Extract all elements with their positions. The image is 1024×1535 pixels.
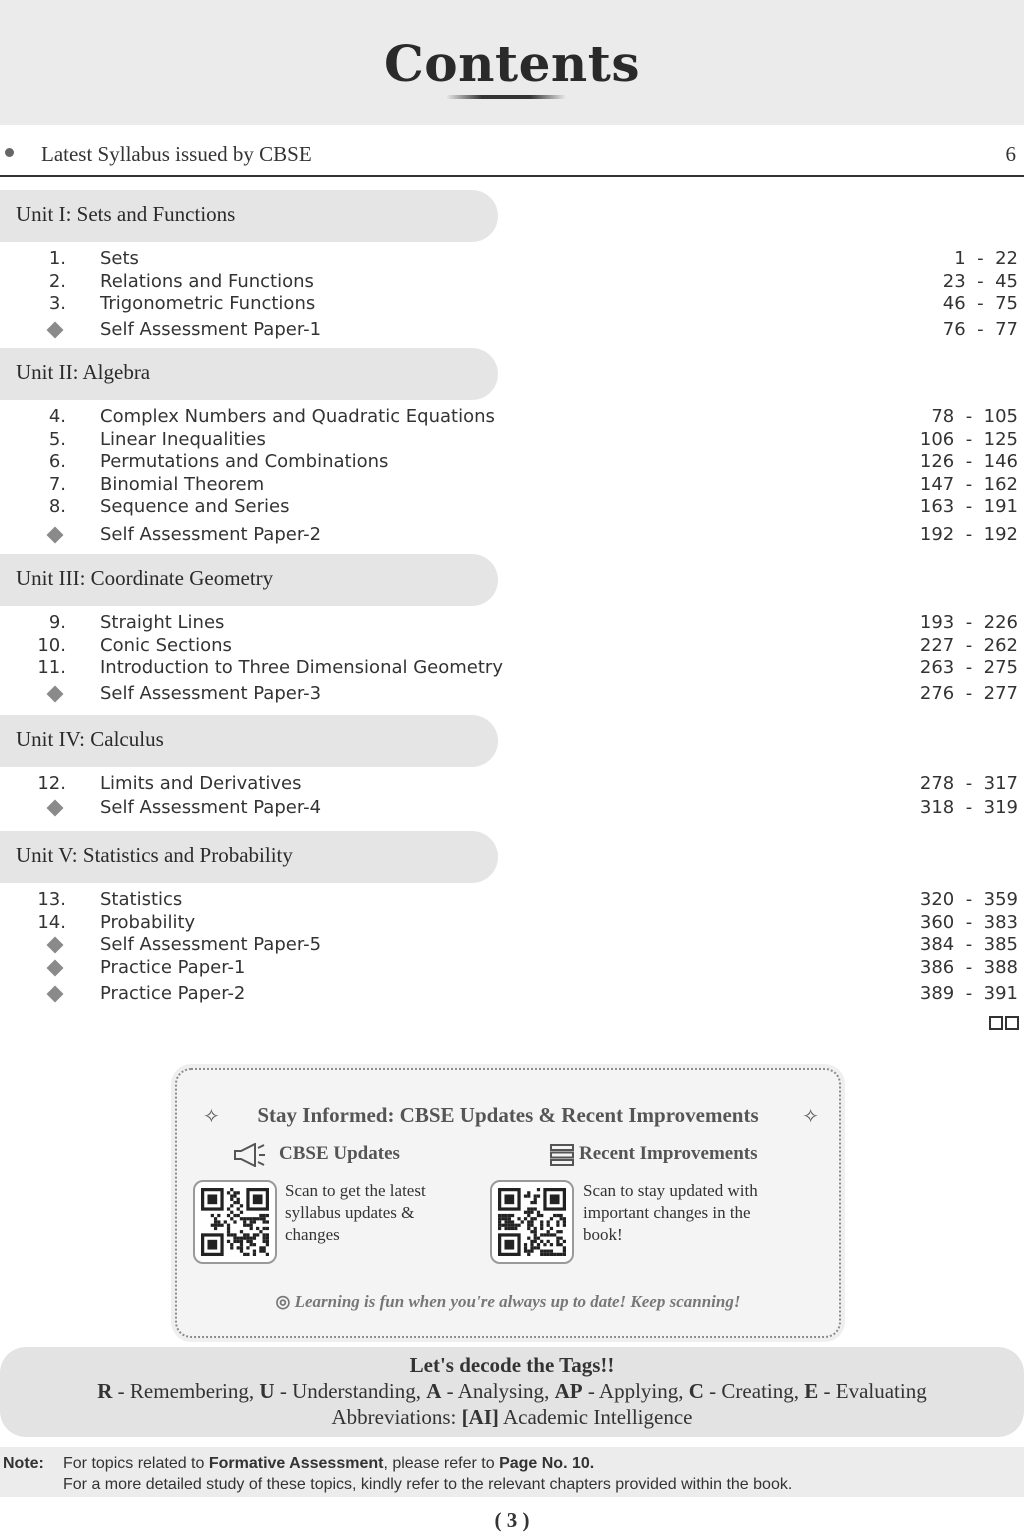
chapter-title: Practice Paper-2: [100, 983, 246, 1004]
cbse-updates-heading: CBSE Updates: [279, 1143, 400, 1164]
chapter-title: Straight Lines: [100, 612, 225, 633]
page-range: 46 - 75: [942, 293, 1018, 315]
tag-label: Understanding: [292, 1379, 416, 1403]
chapter-title: Limits and Derivatives: [100, 773, 302, 794]
toc-entry[interactable]: [0, 271, 1024, 294]
toc-entry[interactable]: [0, 248, 1024, 271]
page-range: 192 - 192: [919, 523, 1018, 545]
unit-heading: [0, 715, 498, 767]
toc-entry[interactable]: [0, 429, 1024, 452]
chapter-title: Self Assessment Paper-1: [100, 318, 322, 340]
info-tagline: [177, 1292, 839, 1312]
chapter-title: Relations and Functions: [100, 270, 314, 292]
cbse-updates-text: Scan to get the latest syllabus updates & changes: [285, 1181, 426, 1244]
page-range: 263 - 275: [919, 657, 1018, 679]
toc-entry[interactable]: [0, 957, 1024, 980]
chapter-title: Sequence and Series: [100, 496, 290, 518]
stay-informed-box: [175, 1068, 841, 1338]
note-line-1: [63, 1455, 594, 1473]
note-text: , please refer to: [383, 1455, 500, 1472]
page-range: 386 - 388: [919, 956, 1018, 978]
page-range: 384 - 385: [919, 934, 1018, 956]
tag-label: Analysing: [457, 1379, 545, 1403]
unit-title: Unit IV: Calculus: [16, 727, 164, 751]
diamond-bullet-icon: [47, 937, 64, 954]
toc-entry[interactable]: [0, 635, 1024, 658]
note-bold: Formative Assessment: [208, 1455, 384, 1472]
tag-label: Remembering: [129, 1379, 249, 1403]
chapter-title: Linear Inequalities: [100, 428, 266, 450]
page-range: 106 - 125: [919, 428, 1018, 450]
toc-entry[interactable]: [0, 657, 1024, 680]
chapter-number: 13.: [37, 889, 66, 910]
qr-code-icon: [201, 1188, 269, 1256]
page-range: 147 - 162: [919, 473, 1018, 495]
megaphone-icon: [233, 1143, 267, 1172]
tag-code: A: [426, 1379, 442, 1403]
chapter-number: 7.: [48, 473, 66, 495]
chapter-title: Self Assessment Paper-3: [100, 682, 322, 704]
page-range: 278 - 317: [919, 773, 1018, 794]
page-range: 318 - 319: [919, 796, 1018, 818]
title-underline: [446, 95, 566, 99]
tagline-text: Learning is fun when you're always up to date! Keep scanning!: [294, 1292, 741, 1311]
toc-entry[interactable]: [0, 797, 1024, 820]
toc-entry[interactable]: [0, 496, 1024, 519]
diamond-bullet-icon: [47, 685, 64, 702]
unit-title: Unit II: Algebra: [16, 360, 151, 384]
abbr-prefix: Abbreviations:: [331, 1405, 457, 1429]
sparkle-icon: ✧: [802, 1106, 819, 1128]
chapter-number: 8.: [48, 496, 66, 518]
page-range: 320 - 359: [919, 889, 1018, 910]
page-range: 76 - 77: [942, 318, 1018, 340]
qr-code-recent-improvements[interactable]: [490, 1180, 574, 1264]
page-range: 163 - 191: [919, 496, 1018, 518]
end-marker-icon: [987, 1016, 1019, 1035]
syllabus-label: Latest Syllabus issued by CBSE: [41, 142, 312, 166]
chapter-title: Complex Numbers and Quadratic Equations: [100, 406, 495, 427]
unit-heading: [0, 348, 498, 400]
chapter-title: Introduction to Three Dimensional Geometry: [100, 657, 503, 679]
note-bold: Page No. 10.: [499, 1455, 595, 1472]
chapter-number: 9.: [48, 612, 66, 633]
page-range: 23 - 45: [942, 270, 1018, 292]
recent-improvements-text: Scan to stay updated with important changes in the book!: [583, 1181, 758, 1244]
toc-entry[interactable]: [0, 612, 1024, 635]
toc-entry[interactable]: [0, 773, 1024, 796]
contents-header: [0, 0, 1024, 125]
toc-entry[interactable]: [0, 912, 1024, 935]
syllabus-row[interactable]: [0, 135, 1024, 177]
unit-heading: [0, 554, 498, 606]
diamond-bullet-icon: [47, 799, 64, 816]
unit-title: Unit V: Statistics and Probability: [16, 843, 293, 867]
chapter-number: 1.: [48, 248, 66, 269]
chapter-number: 2.: [48, 270, 66, 292]
toc-entry[interactable]: [0, 889, 1024, 912]
toc-entry[interactable]: [0, 683, 1024, 706]
note-label: Note:: [3, 1455, 44, 1472]
chapter-title: Probability: [100, 911, 196, 933]
tag-code: U: [259, 1379, 275, 1403]
tags-list: R - Remembering, U - Understanding, A - Analysing, AP - Applying, C - Creating, E - Evaluating: [97, 1379, 927, 1403]
toc-entry[interactable]: [0, 406, 1024, 429]
chapter-number: 12.: [37, 773, 66, 794]
toc-entry[interactable]: [0, 983, 1024, 1006]
note-line-2: For a more detailed study of these topics, kindly refer to the relevant chapters provided within the book.: [63, 1476, 793, 1493]
chapter-title: Self Assessment Paper-4: [100, 796, 322, 818]
tag-code: E: [804, 1379, 819, 1403]
toc-entry[interactable]: [0, 319, 1024, 342]
abbr-code: [AI]: [461, 1405, 499, 1429]
chapter-title: Practice Paper-1: [100, 956, 246, 978]
page-range: 126 - 146: [919, 451, 1018, 473]
tag-code: R: [97, 1379, 113, 1403]
toc-entry[interactable]: [0, 451, 1024, 474]
page-range: 78 - 105: [931, 406, 1018, 427]
abbr-label: Academic Intelligence: [503, 1405, 693, 1429]
chapter-title: Permutations and Combinations: [100, 451, 389, 473]
chapter-number: 3.: [48, 293, 66, 315]
stack-icon: [549, 1143, 575, 1172]
target-icon: ◎: [275, 1292, 291, 1311]
chapter-title: Self Assessment Paper-2: [100, 523, 322, 545]
toc-entry[interactable]: [0, 293, 1024, 316]
page-range: 1 - 22: [954, 248, 1018, 269]
page-range: 193 - 226: [919, 612, 1018, 633]
recent-improvements-heading: Recent Improvements: [579, 1143, 758, 1164]
sparkle-icon: ✧: [203, 1106, 220, 1128]
toc-entry[interactable]: [0, 474, 1024, 497]
tag-label: Applying: [598, 1379, 679, 1403]
chapter-number: 5.: [48, 428, 66, 450]
qr-code-cbse-updates[interactable]: [193, 1180, 277, 1264]
stay-informed-title: Stay Informed: CBSE Updates & Recent Improvements: [257, 1103, 759, 1127]
unit-heading: [0, 190, 498, 242]
tag-code: AP: [554, 1379, 583, 1403]
qr-code-icon: [498, 1188, 566, 1256]
diamond-bullet-icon: [47, 321, 64, 338]
page-range: 227 - 262: [919, 634, 1018, 656]
toc-entry[interactable]: [0, 524, 1024, 547]
tag-code: C: [688, 1379, 704, 1403]
unit-heading: [0, 831, 498, 883]
chapter-number: 14.: [37, 911, 66, 933]
chapter-title: Self Assessment Paper-5: [100, 934, 322, 956]
chapter-title: Binomial Theorem: [100, 473, 265, 495]
chapter-title: Sets: [100, 248, 139, 269]
tags-heading: Let's decode the Tags!!: [409, 1353, 615, 1377]
page-range: 389 - 391: [919, 983, 1018, 1004]
diamond-bullet-icon: [47, 526, 64, 543]
chapter-number: 11.: [37, 657, 66, 679]
page-range: 276 - 277: [919, 682, 1018, 704]
note-box: [0, 1447, 1024, 1497]
note-text: For topics related to: [63, 1455, 209, 1472]
chapter-title: Conic Sections: [100, 634, 232, 656]
tag-label: Evaluating: [835, 1379, 927, 1403]
diamond-bullet-icon: [47, 986, 64, 1003]
chapter-number: 4.: [48, 406, 66, 427]
unit-title: Unit I: Sets and Functions: [16, 202, 236, 226]
chapter-title: Trigonometric Functions: [100, 293, 316, 315]
unit-title: Unit III: Coordinate Geometry: [16, 566, 274, 590]
page-range: 360 - 383: [919, 911, 1018, 933]
page-title: Contents: [383, 34, 640, 93]
chapter-number: 6.: [48, 451, 66, 473]
chapter-title: Statistics: [100, 889, 183, 910]
diamond-bullet-icon: [47, 959, 64, 976]
toc-entry[interactable]: [0, 934, 1024, 957]
syllabus-page: 6: [1005, 142, 1016, 166]
tag-label: Creating: [721, 1379, 794, 1403]
abbreviations-line: [0, 1405, 1024, 1430]
page-number: ( 3 ): [494, 1508, 530, 1532]
tags-legend: [0, 1347, 1024, 1437]
bullet-icon: [5, 148, 14, 157]
chapter-number: 10.: [37, 634, 66, 656]
